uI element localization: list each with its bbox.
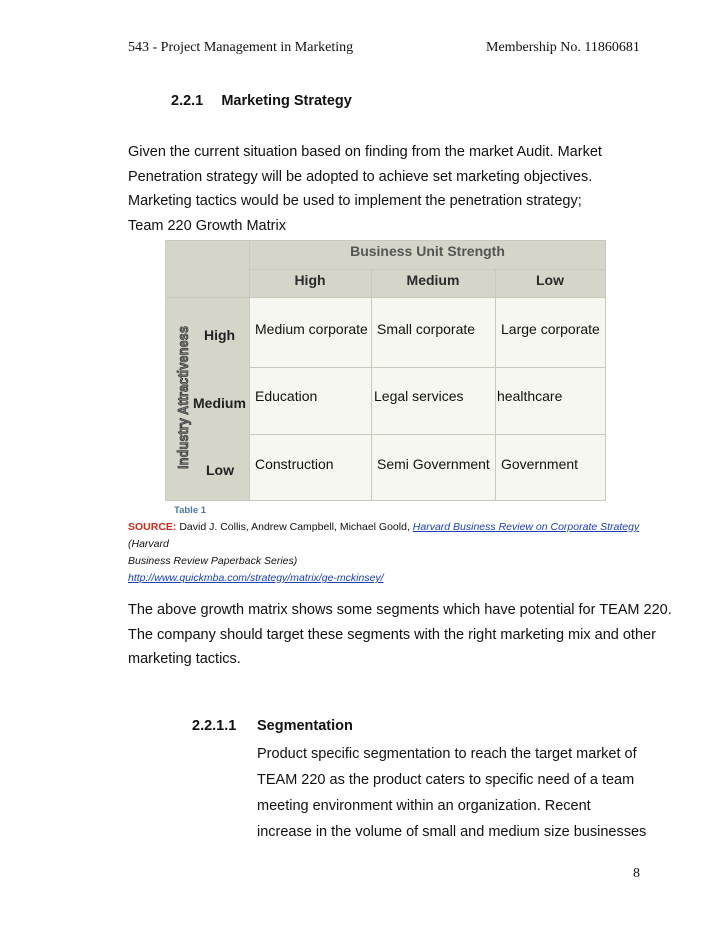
header-course: 543 - Project Management in Marketing: [128, 40, 354, 55]
section-number: 2.2.1: [171, 93, 204, 109]
source-book-link[interactable]: Harvard Business Review on Corporate Strategy: [412, 521, 640, 533]
matrix-cell: Semi Government: [377, 456, 490, 472]
source-citation: [128, 519, 648, 587]
column-group-title: Business Unit Strength: [350, 243, 505, 259]
source-publisher-open: (Harvard: [128, 538, 169, 550]
section-heading: [171, 93, 352, 109]
matrix-cell: Small corporate: [377, 321, 476, 337]
subsection-number: 2.2.1.1: [192, 718, 237, 734]
row-label-low: Low: [206, 462, 234, 478]
column-header-medium: Medium: [406, 272, 460, 288]
matrix-cell: Medium corporate: [255, 321, 368, 337]
subsection-line: Product specific segmentation to reach the target market of: [257, 746, 637, 762]
matrix-cell: healthcare: [497, 388, 563, 404]
summary-line: marketing tactics.: [128, 651, 241, 667]
summary-paragraph: [128, 598, 672, 672]
matrix-cell: Construction: [255, 456, 334, 472]
page-number: 8: [633, 866, 640, 881]
column-header-high: High: [294, 272, 326, 288]
intro-line: Given the current situation based on finding from the market Audit. Market: [128, 144, 602, 160]
subsection-line: increase in the volume of small and medium size businesses: [257, 824, 647, 840]
source-label: SOURCE:: [128, 521, 177, 533]
subsection-line: meeting environment within an organization. Recent: [257, 798, 591, 814]
intro-paragraph: [128, 140, 602, 238]
intro-line: Penetration strategy will be adopted to achieve set marketing objectives.: [128, 168, 593, 185]
matrix-cell: Education: [255, 388, 318, 404]
source-authors: David J. Collis, Andrew Campbell, Michael Goold,: [179, 521, 410, 533]
source-url-link[interactable]: http://www.quickmba.com/strategy/matrix/ge-mckinsey/: [128, 572, 384, 584]
row-group-title-text: Industry Attractiveness: [175, 325, 192, 469]
header-membership: Membership No. 11860681: [486, 40, 640, 55]
intro-line: Team 220 Growth Matrix: [128, 217, 286, 234]
growth-matrix: [165, 240, 606, 501]
intro-line: Marketing tactics would be used to implement the penetration strategy;: [128, 193, 582, 209]
subsection-paragraph: [257, 741, 646, 845]
subsection-title: Segmentation: [257, 718, 353, 734]
summary-line: The company should target these segments with the right marketing mix and other: [128, 626, 656, 643]
section-title: Marketing Strategy: [221, 93, 352, 109]
matrix-cell: Legal services: [374, 388, 464, 404]
matrix-cell: Government: [501, 456, 579, 472]
source-publisher-close: Business Review Paperback Series): [128, 555, 298, 567]
subsection-line: TEAM 220 as the product caters to specific need of a team: [257, 772, 635, 788]
row-label-medium: Medium: [193, 395, 246, 411]
summary-line: The above growth matrix shows some segments which have potential for TEAM 220.: [128, 602, 672, 618]
table-caption: Table 1: [174, 505, 207, 516]
row-label-high: High: [204, 327, 236, 343]
matrix-cell: Large corporate: [501, 321, 600, 337]
column-header-low: Low: [536, 272, 564, 288]
